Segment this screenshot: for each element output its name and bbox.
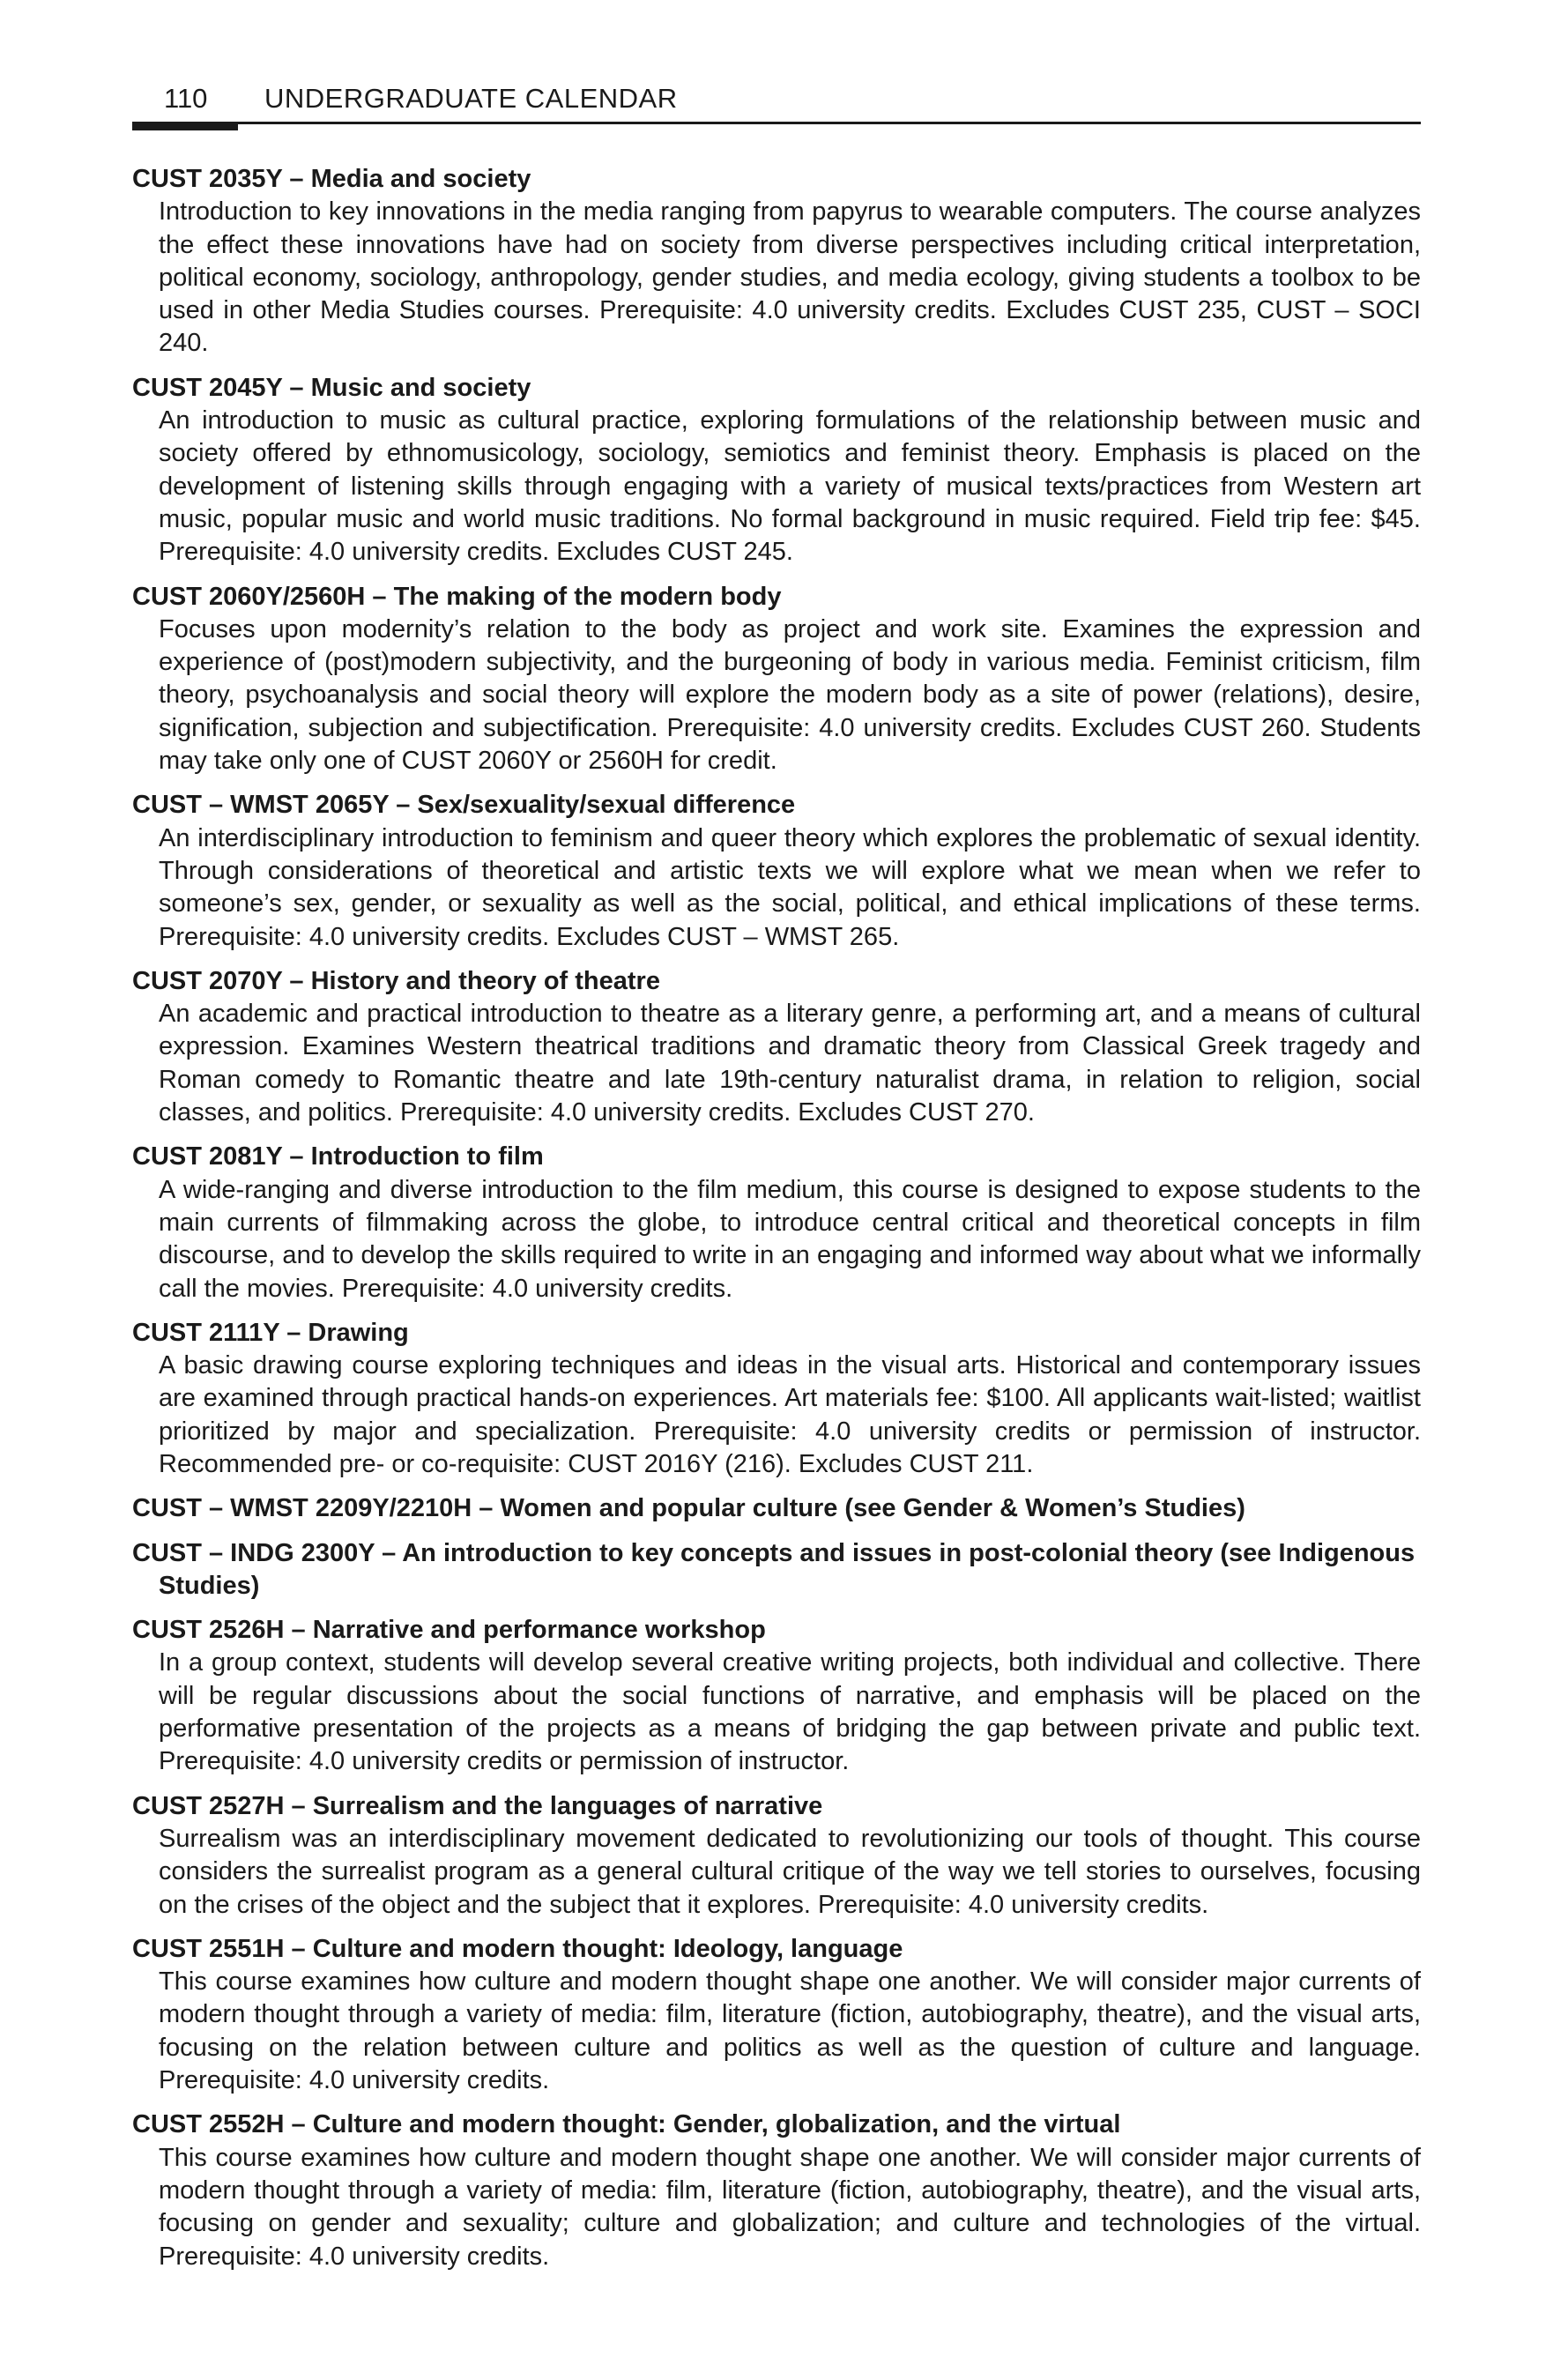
page-number: 110 xyxy=(164,83,208,114)
header-tab-mark xyxy=(132,122,238,130)
course-description: An introduction to music as cultural practice, exploring formulations of the relationship between music and society offered by ethnomusicology, sociology, semiotics and feminist theory. Emphasis is placed on the development of listening skills through engaging with a variety of musical texts/practices from Western art music, popular music and world music traditions. No formal background in music required. Field trip fee: $45. Prerequisite: 4.0 university credits. Excludes CUST 245. xyxy=(159,406,1421,567)
course-title: CUST 2527H – Surrealism and the languages of narrative xyxy=(132,1791,823,1820)
course-entry xyxy=(132,163,1421,361)
course-description: An interdisciplinary introduction to feminism and queer theory which explores the problematic of sexual identity. Through considerations of theoretical and artistic texts we will explore what we mean when we refer to someone’s sex, gender, or sexuality as well as the social, political, and ethical implications of these terms. Prerequisite: 4.0 university credits. Excludes CUST – WMST 265. xyxy=(159,823,1421,951)
course-description: A wide-ranging and diverse introduction to the film medium, this course is designed to expose students to the main currents of filmmaking across the globe, to introduce central critical and theoretical concepts in film discourse, and to develop the skills required to write in an engaging and informed way about what we informally call the movies. Prerequisite: 4.0 university credits. xyxy=(159,1175,1421,1303)
course-description: In a group context, students will develop several creative writing projects, both individual and collective. There will be regular discussions about the social functions of narrative, and emphasis will be placed on the performative presentation of the projects as a means of bridging the gap between private and public text. Prerequisite: 4.0 university credits or permission of instructor. xyxy=(159,1648,1421,1776)
course-title: CUST – WMST 2065Y – Sex/sexuality/sexual difference xyxy=(132,791,796,820)
course-entry xyxy=(132,1614,1421,1778)
course-title: CUST 2526H – Narrative and performance workshop xyxy=(132,1616,766,1645)
course-entry xyxy=(132,965,1421,1129)
course-description: Introduction to key innovations in the media ranging from papyrus to wearable computers. The course analyzes the effect these innovations have had on society from diverse perspectives including critical interpretation, political economy, sociology, anthropology, gender studies, and media ecology, giving students a toolbox to be used in other Media Studies courses. Prerequisite: 4.0 university credits. Excludes CUST 235, CUST – SOCI 240. xyxy=(159,197,1421,358)
course-title: CUST 2552H – Culture and modern thought: Gender, globalization, and the virtual xyxy=(132,2110,1121,2139)
course-title: CUST – WMST 2209Y/2210H – Women and popular culture (see Gender & Women’s Studies) xyxy=(132,1494,1245,1523)
course-title: CUST 2081Y – Introduction to film xyxy=(132,1142,544,1171)
course-entry xyxy=(132,372,1421,569)
course-title: CUST 2060Y/2560H – The making of the modern body xyxy=(132,582,782,611)
course-entry xyxy=(132,1790,1421,1922)
course-description: A basic drawing course exploring techniques and ideas in the visual arts. Historical and contemporary issues are examined through practical hands-on experiences. Art materials fee: $100. All applicants wait-listed; waitlist prioritized by major and specialization. Prerequisite: 4.0 university credits or permission of instructor. Recommended pre- or co-requisite: CUST 2016Y (216). Excludes CUST 211. xyxy=(159,1351,1421,1478)
course-title: CUST 2111Y – Drawing xyxy=(132,1318,409,1347)
course-title: CUST 2551H – Culture and modern thought: Ideology, language xyxy=(132,1934,903,1963)
page-header xyxy=(132,81,1421,125)
course-entry xyxy=(132,1933,1421,2097)
course-description: This course examines how culture and modern thought shape one another. We will consider major currents of modern thought through a variety of media: film, literature (fiction, autobiography, theatre), and the visual arts, focusing on gender and sexuality; culture and globalization; and culture and technologies of the virtual. Prerequisite: 4.0 university credits. xyxy=(159,2143,1421,2271)
course-title: CUST 2035Y – Media and society xyxy=(132,165,531,193)
running-title: UNDERGRADUATE CALENDAR xyxy=(264,83,678,114)
course-entry xyxy=(132,581,1421,778)
course-entry xyxy=(132,789,1421,953)
course-entry xyxy=(132,1537,1421,1603)
course-entry xyxy=(132,1141,1421,1305)
course-description: This course examines how culture and modern thought shape one another. We will consider major currents of modern thought through a variety of media: film, literature (fiction, autobiography, theatre), and the visual arts, focusing on the relation between culture and politics as well as the question of culture and language. Prerequisite: 4.0 university credits. xyxy=(159,1967,1421,2095)
course-entry xyxy=(132,2109,1421,2272)
course-description: An academic and practical introduction to theatre as a literary genre, a performing art, and a means of cultural expression. Examines Western theatrical traditions and dramatic theory from Classical Greek tragedy and Roman comedy to Romantic theatre and late 19th-century naturalist drama, in relation to religion, social classes, and politics. Prerequisite: 4.0 university credits. Excludes CUST 270. xyxy=(159,1000,1421,1127)
course-title: CUST – INDG 2300Y – An introduction to key concepts and issues in post-colonial theory (see Indigenous Studies) xyxy=(132,1538,1416,1600)
course-entry xyxy=(132,1492,1421,1525)
course-description: Focuses upon modernity’s relation to the body as project and work site. Examines the expression and experience of (post)modern subjectivity, and the burgeoning of body in various media. Feminist criticism, film theory, psychoanalysis and social theory will explore the modern body as a site of power (relations), desire, signification, subjection and subjectification. Prerequisite: 4.0 university credits. Excludes CUST 260. Students may take only one of CUST 2060Y or 2560H for credit. xyxy=(159,614,1421,776)
course-title: CUST 2070Y – History and theory of theatre xyxy=(132,966,660,995)
header-rule xyxy=(132,122,1421,124)
course-entry xyxy=(132,1317,1421,1481)
course-description: Surrealism was an interdisciplinary movement dedicated to revolutionizing our tools of thought. This course considers the surrealist program as a general cultural critique of the way we tell stories to ourselves, focusing on the crises of the object and the subject that it explores. Prerequisite: 4.0 university credits. xyxy=(159,1824,1421,1919)
course-list xyxy=(132,163,1421,2285)
course-title: CUST 2045Y – Music and society xyxy=(132,373,531,402)
